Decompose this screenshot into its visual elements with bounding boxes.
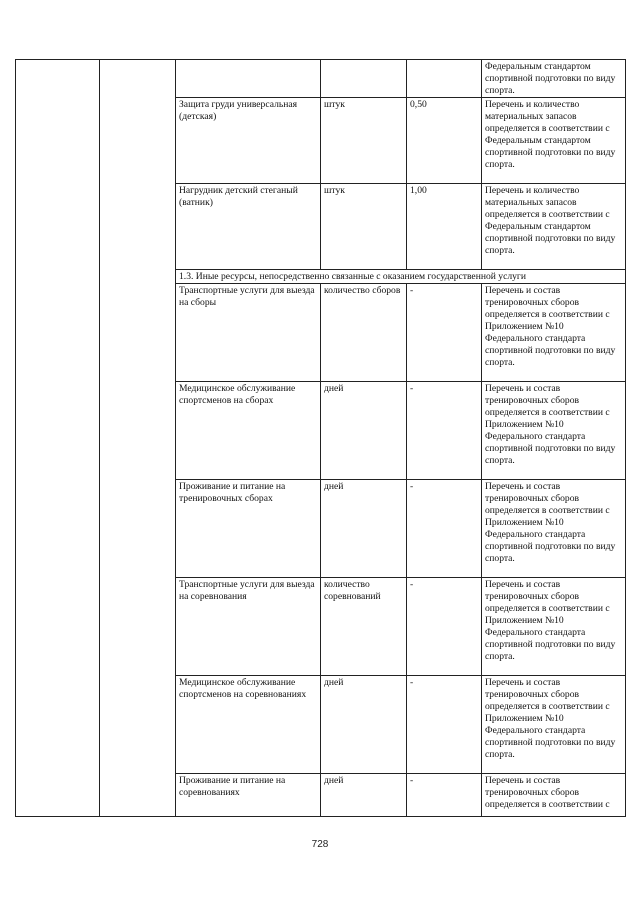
note-cell: Перечень и состав тренировочных сборов определяется в соответствии с (482, 774, 626, 817)
page-number: 728 (311, 839, 329, 850)
unit-cell: дней (321, 774, 407, 817)
value-cell: - (407, 676, 482, 774)
resource-name-cell: Проживание и питание на соревнованиях (176, 774, 321, 817)
value-cell: 0,50 (407, 98, 482, 184)
value-cell: - (407, 480, 482, 578)
unit-cell: количество соревнований (321, 578, 407, 676)
unit-cell (321, 60, 407, 98)
resources-table (15, 59, 626, 817)
resource-name-cell: Проживание и питание на тренировочных сборах (176, 480, 321, 578)
resource-name-cell: Медицинское обслуживание спортсменов на соревнованиях (176, 676, 321, 774)
blank-column-1 (16, 60, 100, 817)
resource-name-cell: Защита груди универсальная (детская) (176, 98, 321, 184)
blank-column-2 (100, 60, 176, 817)
unit-cell: количество сборов (321, 284, 407, 382)
value-cell: - (407, 578, 482, 676)
note-cell: Перечень и состав тренировочных сборов определяется в соответствии с Приложением №10 Федерального стандарта спортивной подготовки по виду спорта. (482, 382, 626, 480)
value-cell: - (407, 774, 482, 817)
resource-name-cell: Транспортные услуги для выезда на соревнования (176, 578, 321, 676)
note-cell: Федеральным стандартом спортивной подготовки по виду спорта. (482, 60, 626, 98)
value-cell (407, 60, 482, 98)
note-cell: Перечень и состав тренировочных сборов определяется в соответствии с Приложением №10 Федерального стандарта спортивной подготовки по виду спорта. (482, 480, 626, 578)
unit-cell: дней (321, 382, 407, 480)
resource-name-cell: Транспортные услуги для выезда на сборы (176, 284, 321, 382)
value-cell: - (407, 382, 482, 480)
note-cell: Перечень и состав тренировочных сборов определяется в соответствии с Приложением №10 Федерального стандарта спортивной подготовки по виду спорта. (482, 676, 626, 774)
resource-name-cell: Медицинское обслуживание спортсменов на сборах (176, 382, 321, 480)
table-row (16, 60, 626, 98)
value-cell: 1,00 (407, 184, 482, 270)
section-header: 1.3. Иные ресурсы, непосредственно связанные с оказанием государственной услуги (176, 270, 626, 284)
note-cell: Перечень и состав тренировочных сборов определяется в соответствии с Приложением №10 Федерального стандарта спортивной подготовки по виду спорта. (482, 284, 626, 382)
unit-cell: штук (321, 98, 407, 184)
note-cell: Перечень и количество материальных запасов определяется в соответствии с Федеральным стандартом спортивной подготовки по виду спорта. (482, 184, 626, 270)
unit-cell: дней (321, 480, 407, 578)
value-cell: - (407, 284, 482, 382)
note-cell: Перечень и состав тренировочных сборов определяется в соответствии с Приложением №10 Федерального стандарта спортивной подготовки по виду спорта. (482, 578, 626, 676)
unit-cell: штук (321, 184, 407, 270)
resource-name-cell (176, 60, 321, 98)
note-cell: Перечень и количество материальных запасов определяется в соответствии с Федеральным стандартом спортивной подготовки по виду спорта. (482, 98, 626, 184)
resource-name-cell: Нагрудник детский стеганый (ватник) (176, 184, 321, 270)
unit-cell: дней (321, 676, 407, 774)
